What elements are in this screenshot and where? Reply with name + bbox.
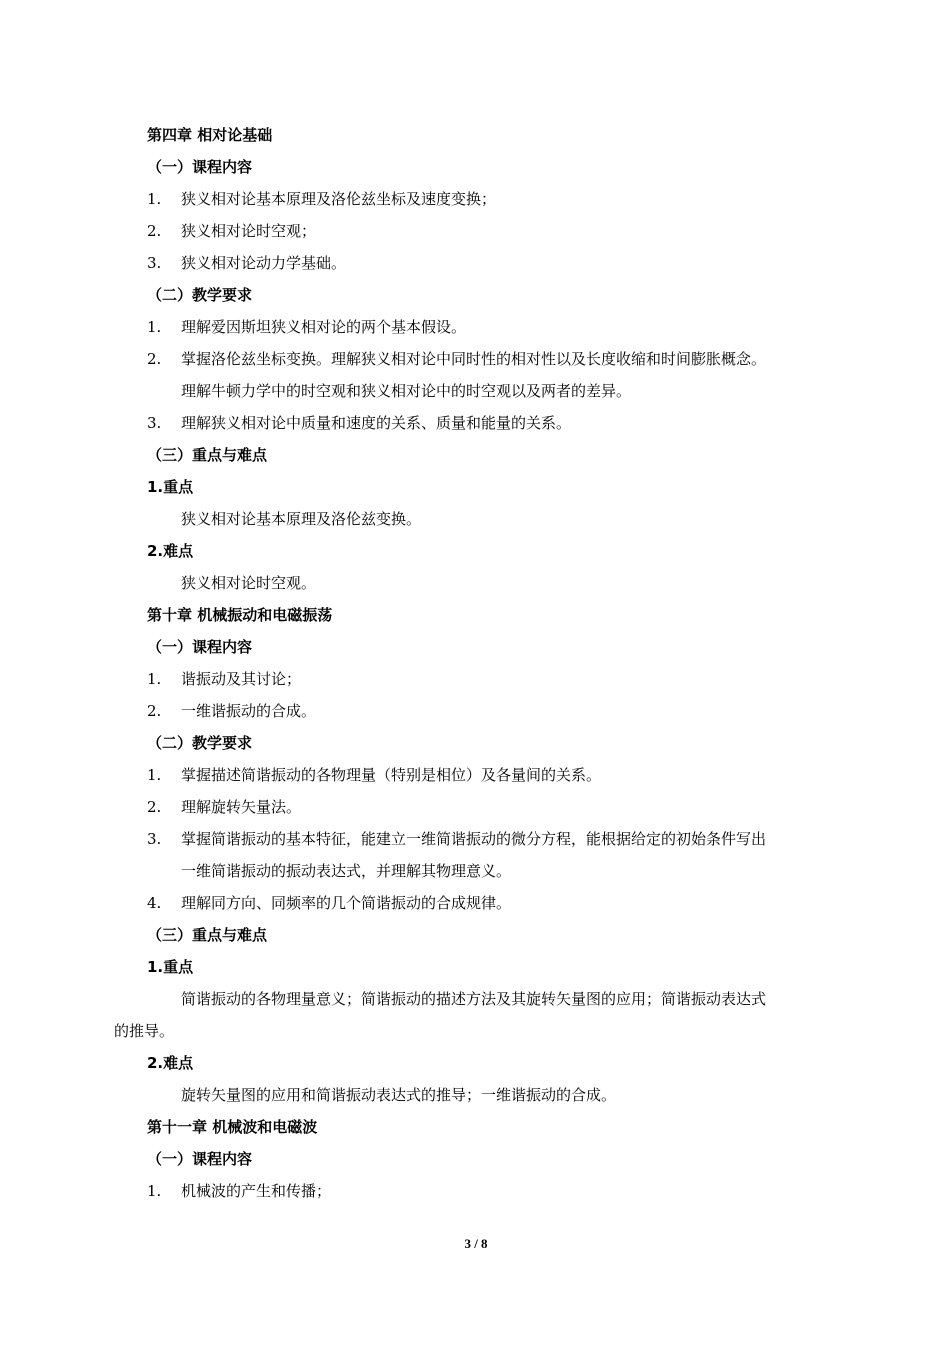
list-number: 4.	[147, 894, 162, 912]
list-number: 1.	[147, 1182, 162, 1200]
list-number: 1.	[147, 190, 162, 208]
list-number: 2.	[147, 702, 162, 720]
list-text: 掌握洛伦兹坐标变换。理解狭义相对论中同时性的相对性以及长度收缩和时间膨胀概念。	[181, 350, 767, 368]
section-heading: （一）课程内容	[147, 158, 253, 176]
chapter-heading: 第四章 相对论基础	[147, 126, 273, 144]
list-number: 3.	[147, 414, 162, 432]
chapter-heading: 第十一章 机械波和电磁波	[147, 1118, 318, 1136]
section-heading: （三）重点与难点	[147, 926, 268, 944]
list-number: 3.	[147, 254, 162, 272]
list-text: 掌握描述简谐振动的各物理量（特别是相位）及各量间的关系。	[181, 766, 602, 784]
list-text: 狭义相对论基本原理及洛伦兹坐标及速度变换；	[181, 190, 497, 208]
list-number: 1.	[147, 766, 162, 784]
section-heading: （一）课程内容	[147, 638, 253, 656]
list-number: 3.	[147, 830, 162, 848]
list-text: 理解爱因斯坦狭义相对论的两个基本假设。	[181, 318, 467, 336]
continuation-text: 一维简谐振动的振动表达式，并理解其物理意义。	[181, 862, 512, 880]
list-text: 理解同方向、同频率的几个简谐振动的合成规律。	[181, 894, 512, 912]
paragraph-wrap-text: 的推导。	[114, 1022, 175, 1040]
list-text: 一维谐振动的合成。	[181, 702, 317, 720]
list-text: 机械波的产生和传播；	[181, 1182, 332, 1200]
subsection-heading: 2.难点	[147, 1054, 194, 1072]
section-heading: （二）教学要求	[147, 286, 253, 304]
list-number: 2.	[147, 222, 162, 240]
chapter-heading: 第十章 机械振动和电磁振荡	[147, 606, 333, 624]
list-number: 2.	[147, 798, 162, 816]
subsection-heading: 1.重点	[147, 478, 194, 496]
list-text: 狭义相对论动力学基础。	[181, 254, 347, 272]
list-number: 2.	[147, 350, 162, 368]
section-heading: （三）重点与难点	[147, 446, 268, 464]
section-heading: （一）课程内容	[147, 1150, 253, 1168]
list-text: 掌握简谐振动的基本特征，能建立一维简谐振动的微分方程，能根据给定的初始条件写出	[181, 830, 767, 848]
subsection-heading: 2.难点	[147, 542, 194, 560]
list-text: 理解狭义相对论中质量和速度的关系、质量和能量的关系。	[181, 414, 572, 432]
paragraph-text: 狭义相对论基本原理及洛伦兹变换。	[181, 510, 422, 528]
subsection-heading: 1.重点	[147, 958, 194, 976]
list-text: 狭义相对论时空观；	[181, 222, 317, 240]
list-text: 谐振动及其讨论；	[181, 670, 302, 688]
list-text: 理解旋转矢量法。	[181, 798, 302, 816]
paragraph-text: 狭义相对论时空观。	[181, 574, 317, 592]
list-number: 1.	[147, 318, 162, 336]
section-heading: （二）教学要求	[147, 734, 253, 752]
list-number: 1.	[147, 670, 162, 688]
continuation-text: 理解牛顿力学中的时空观和狭义相对论中的时空观以及两者的差异。	[181, 382, 632, 400]
page-number: 3 / 8	[464, 1236, 488, 1251]
paragraph-text: 简谐振动的各物理量意义；简谐振动的描述方法及其旋转矢量图的应用；简谐振动表达式	[181, 990, 767, 1008]
paragraph-text: 旋转矢量图的应用和简谐振动表达式的推导；一维谐振动的合成。	[181, 1086, 617, 1104]
